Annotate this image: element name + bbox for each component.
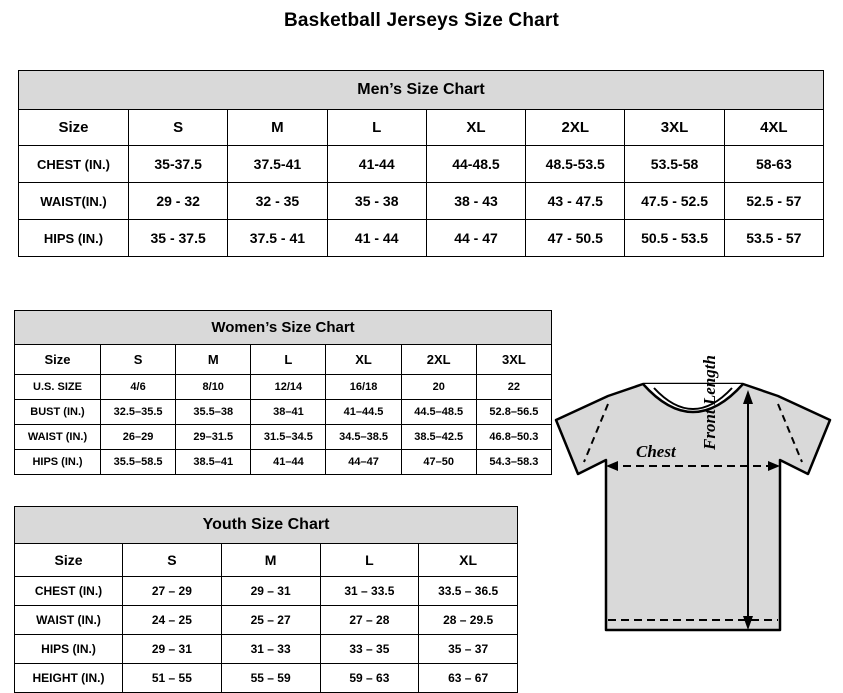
cell: 31 – 33.5 (320, 577, 419, 606)
mens-section-title: Men’s Size Chart (19, 71, 824, 110)
jersey-shirt-icon (556, 384, 830, 630)
cell: 37.5-41 (228, 146, 327, 183)
youth-col-head-m: M (221, 544, 320, 577)
mens-col-head-l: L (327, 110, 426, 146)
mens-col-head-size: Size (19, 110, 129, 146)
cell: 25 – 27 (221, 606, 320, 635)
cell: 35 – 37 (419, 635, 518, 664)
row-label: WAIST (IN.) (15, 606, 123, 635)
cell: 50.5 - 53.5 (625, 220, 724, 257)
cell: 27 – 28 (320, 606, 419, 635)
mens-col-head-m: M (228, 110, 327, 146)
youth-col-head-xl: XL (419, 544, 518, 577)
youth-size-chart-table (14, 506, 518, 693)
cell: 43 - 47.5 (526, 183, 625, 220)
row-label: HIPS (IN.) (15, 635, 123, 664)
row-label: CHEST (IN.) (19, 146, 129, 183)
row-label: BUST (IN.) (15, 400, 101, 425)
cell: 38–41 (251, 400, 326, 425)
cell: 47–50 (401, 450, 476, 475)
cell: 41–44 (251, 450, 326, 475)
table-row (15, 635, 518, 664)
cell: 28 – 29.5 (419, 606, 518, 635)
cell: 4/6 (101, 375, 176, 400)
cell: 29 – 31 (123, 635, 222, 664)
mens-section-header-row (19, 71, 824, 110)
youth-column-header-row (15, 544, 518, 577)
cell: 48.5-53.5 (526, 146, 625, 183)
womens-section-header-row (15, 311, 552, 345)
cell: 35.5–38 (176, 400, 251, 425)
row-label: HEIGHT (IN.) (15, 664, 123, 693)
table-row (19, 183, 824, 220)
page-title: Basketball Jerseys Size Chart (283, 10, 560, 31)
cell: 41 - 44 (327, 220, 426, 257)
cell: 63 – 67 (419, 664, 518, 693)
cell: 44-48.5 (426, 146, 525, 183)
table-row (15, 425, 552, 450)
cell: 46.8–50.3 (476, 425, 551, 450)
cell: 29 - 32 (129, 183, 228, 220)
cell: 26–29 (101, 425, 176, 450)
chest-measure-label: Chest (636, 442, 676, 461)
cell: 44 - 47 (426, 220, 525, 257)
youth-section-header-row (15, 507, 518, 544)
cell: 41-44 (327, 146, 426, 183)
cell: 59 – 63 (320, 664, 419, 693)
row-label: WAIST(IN.) (19, 183, 129, 220)
table-row (15, 450, 552, 475)
mens-col-head-xl: XL (426, 110, 525, 146)
table-row (15, 606, 518, 635)
mens-size-chart-table (18, 70, 824, 257)
youth-col-head-s: S (123, 544, 222, 577)
cell: 54.3–58.3 (476, 450, 551, 475)
cell: 38.5–42.5 (401, 425, 476, 450)
table-row (15, 577, 518, 606)
cell: 47 - 50.5 (526, 220, 625, 257)
cell: 35 - 37.5 (129, 220, 228, 257)
table-row (15, 400, 552, 425)
cell: 27 – 29 (123, 577, 222, 606)
cell: 55 – 59 (221, 664, 320, 693)
womens-col-head-m: M (176, 345, 251, 375)
cell: 41–44.5 (326, 400, 401, 425)
mens-col-head-s: S (129, 110, 228, 146)
cell: 52.8–56.5 (476, 400, 551, 425)
cell: 44.5–48.5 (401, 400, 476, 425)
youth-section-title: Youth Size Chart (15, 507, 518, 544)
cell: 38 - 43 (426, 183, 525, 220)
cell: 33 – 35 (320, 635, 419, 664)
cell: 32.5–35.5 (101, 400, 176, 425)
cell: 16/18 (326, 375, 401, 400)
youth-col-head-l: L (320, 544, 419, 577)
cell: 53.5 - 57 (724, 220, 823, 257)
cell: 35 - 38 (327, 183, 426, 220)
cell: 52.5 - 57 (724, 183, 823, 220)
table-row (15, 664, 518, 693)
cell: 51 – 55 (123, 664, 222, 693)
cell: 37.5 - 41 (228, 220, 327, 257)
cell: 31 – 33 (221, 635, 320, 664)
cell: 35.5–58.5 (101, 450, 176, 475)
cell: 20 (401, 375, 476, 400)
cell: 34.5–38.5 (326, 425, 401, 450)
cell: 29–31.5 (176, 425, 251, 450)
cell: 8/10 (176, 375, 251, 400)
cell: 38.5–41 (176, 450, 251, 475)
cell: 58-63 (724, 146, 823, 183)
cell: 53.5-58 (625, 146, 724, 183)
cell: 22 (476, 375, 551, 400)
mens-col-head-3xl: 3XL (625, 110, 724, 146)
womens-section-title: Women’s Size Chart (15, 311, 552, 345)
mens-column-header-row (19, 110, 824, 146)
table-row (19, 146, 824, 183)
womens-col-head-xl: XL (326, 345, 401, 375)
womens-col-head-size: Size (15, 345, 101, 375)
row-label: U.S. SIZE (15, 375, 101, 400)
front-length-measure-label: Front Length (700, 355, 719, 450)
cell: 29 – 31 (221, 577, 320, 606)
row-label: WAIST (IN.) (15, 425, 101, 450)
youth-col-head-size: Size (15, 544, 123, 577)
womens-col-head-s: S (101, 345, 176, 375)
cell: 31.5–34.5 (251, 425, 326, 450)
cell: 24 – 25 (123, 606, 222, 635)
row-label: HIPS (IN.) (19, 220, 129, 257)
row-label: CHEST (IN.) (15, 577, 123, 606)
cell: 32 - 35 (228, 183, 327, 220)
mens-col-head-4xl: 4XL (724, 110, 823, 146)
womens-col-head-l: L (251, 345, 326, 375)
table-row (19, 220, 824, 257)
mens-col-head-2xl: 2XL (526, 110, 625, 146)
womens-size-chart-table (14, 310, 552, 475)
jersey-measurement-diagram (548, 362, 838, 674)
womens-column-header-row (15, 345, 552, 375)
cell: 44–47 (326, 450, 401, 475)
row-label: HIPS (IN.) (15, 450, 101, 475)
cell: 47.5 - 52.5 (625, 183, 724, 220)
cell: 33.5 – 36.5 (419, 577, 518, 606)
cell: 12/14 (251, 375, 326, 400)
womens-col-head-2xl: 2XL (401, 345, 476, 375)
cell: 35-37.5 (129, 146, 228, 183)
table-row (15, 375, 552, 400)
womens-col-head-3xl: 3XL (476, 345, 551, 375)
